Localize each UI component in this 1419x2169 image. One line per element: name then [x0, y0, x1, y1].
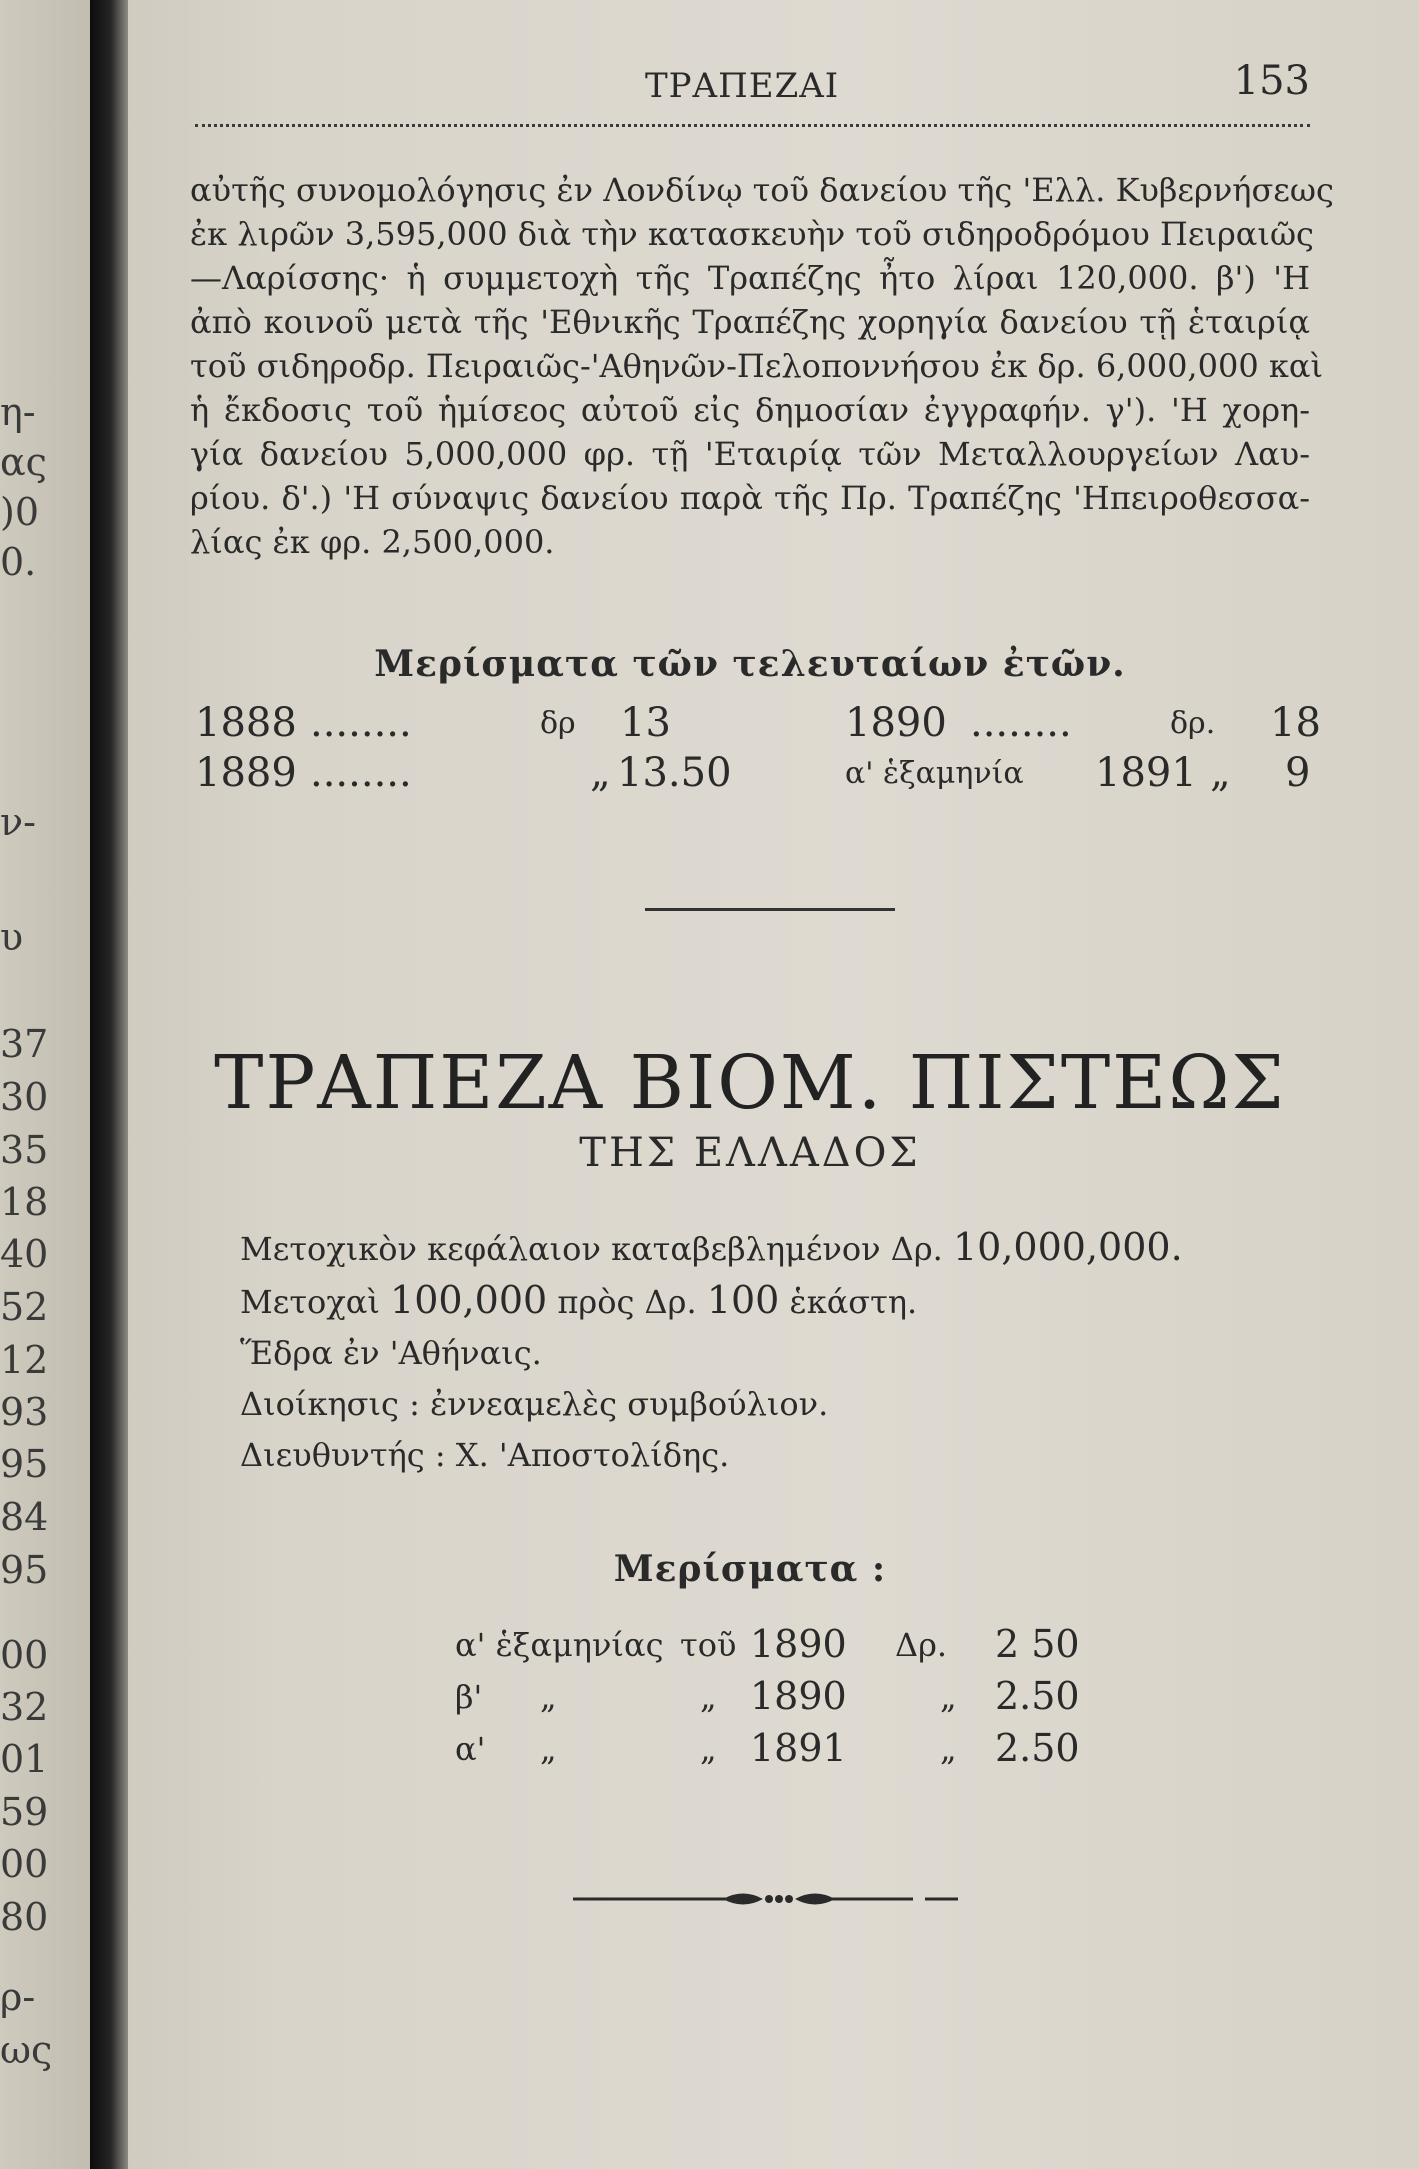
info-line-capital [240, 1222, 1300, 1275]
leader-dots: ........ [970, 700, 1072, 746]
margin-fragment: 18 [0, 1180, 49, 1224]
ditto-mark: „ [540, 1678, 557, 1716]
ditto-mark: „ [700, 1730, 717, 1768]
year: 1890 [750, 1674, 847, 1718]
currency-unit: δρ. [1170, 706, 1216, 741]
margin-fragment: 30 [0, 1075, 49, 1119]
ditto-mark: „ [700, 1678, 717, 1716]
period-label: β' [455, 1678, 483, 1716]
info-text: πρὸς Δρ. [557, 1283, 697, 1321]
margin-fragment: 95 [0, 1442, 49, 1486]
year: 1889 [195, 750, 297, 796]
ditto-mark: „ [940, 1678, 957, 1716]
info-number: 100 [706, 1278, 780, 1322]
section-divider [645, 908, 895, 911]
dividend-value: 2 50 [995, 1622, 1080, 1666]
info-text: Μετοχικὸν κεφάλαιον καταβεβλημένον Δρ. [240, 1230, 943, 1268]
dividend-value: 2.50 [995, 1726, 1080, 1770]
ditto-mark: „ [940, 1730, 957, 1768]
dividend-row [195, 750, 1310, 800]
year: 1890 [750, 1622, 847, 1666]
dividend-value: 13 [620, 700, 671, 746]
paragraph-line: γία δανείου 5,000,000 φρ. τῇ 'Εταιρίᾳ τῶν Μεταλλουργείων Λαυ- [190, 435, 1310, 473]
margin-fragment: ρ- [0, 1975, 36, 2019]
dividend-value: 13.50 [617, 750, 732, 796]
recent-dividends-table [195, 700, 1321, 800]
margin-fragment: 35 [0, 1128, 49, 1172]
leader-dots: ........ [310, 750, 412, 796]
year: 1888 [195, 700, 297, 746]
ditto-mark: „ [1210, 750, 1231, 796]
info-line-seat: Ἕδρα ἐν 'Αθήναις. [240, 1334, 542, 1372]
previous-page-edge [0, 0, 90, 2169]
dividend-value: 9 [1285, 750, 1311, 796]
margin-fragment: 00 [0, 1842, 49, 1886]
dividend-row [195, 700, 1321, 750]
period-label: α' ἑξαμηνία [845, 756, 1024, 791]
paragraph-line: ρίου. δ'.) 'Η σύναψις δανείου παρὰ τῆς Πρ. Τραπέζης 'Ηπειροθεσσα- [190, 479, 1310, 517]
dividend-row [455, 1674, 1175, 1730]
margin-fragment: 80 [0, 1895, 49, 1939]
margin-fragment: 37 [0, 1022, 49, 1066]
currency-unit: δρ [540, 706, 576, 741]
bank-info [240, 1222, 1300, 1481]
margin-fragment: 01 [0, 1737, 49, 1781]
margin-fragment: 52 [0, 1285, 49, 1329]
margin-fragment: 0. [0, 540, 37, 584]
period-label: α' ἑξαμηνίας [455, 1626, 664, 1664]
info-line-administration: Διοίκησις : ἐννεαμελὲς συμβούλιον. [240, 1385, 829, 1423]
info-line-director: Διευθυντής : Χ. 'Αποστολίδης. [240, 1436, 730, 1474]
margin-fragment: 12 [0, 1338, 49, 1382]
paragraph-line: —Λαρίσσης· ἡ συμμετοχὴ τῆς Τραπέζης ἦτο λίραι 120,000. β') 'Η [190, 259, 1310, 297]
margin-fragment: υ [0, 915, 24, 959]
margin-fragment: ν- [0, 800, 36, 844]
year: 1890 [845, 700, 947, 746]
margin-fragment: ως [0, 2028, 53, 2072]
dividend-row [455, 1622, 1175, 1678]
of-label: τοῦ [680, 1626, 737, 1664]
margin-fragment: 84 [0, 1495, 49, 1539]
running-head-title: ΤΡΑΠΕΖΑΙ [645, 66, 840, 106]
ornamental-rule [573, 1886, 973, 1912]
year: 1891 [750, 1726, 847, 1770]
info-number: 10,000,000. [953, 1225, 1183, 1269]
info-line-shares [240, 1275, 1300, 1328]
margin-fragment: 93 [0, 1390, 49, 1434]
bank-title: ΤΡΑΠΕΖΑ ΒΙΟΜ. ΠΙΣΤΕΩΣ [214, 1040, 1286, 1126]
bank-dividends-table [455, 1622, 1175, 1782]
margin-fragment: 40 [0, 1232, 49, 1276]
margin-fragment: 32 [0, 1685, 49, 1729]
info-number: 100,000 [390, 1278, 548, 1322]
currency-unit: Δρ. [895, 1626, 948, 1664]
paragraph-line: λίας ἐκ φρ. 2,500,000. [190, 523, 555, 561]
dividend-row [455, 1726, 1175, 1782]
margin-fragment: ας [0, 440, 47, 484]
ditto-mark: „ [540, 1730, 557, 1768]
book-spine-shadow [90, 0, 128, 2169]
dotted-rule [195, 124, 1310, 127]
paragraph-line: ἡ ἔκδοσις τοῦ ἡμίσεος αὐτοῦ εἰς δημοσίαν ἐγγραφήν. γ'). 'Η χορη- [190, 391, 1310, 429]
info-text: Μετοχαὶ [240, 1283, 380, 1321]
paragraph-line: αὐτῆς συνομολόγησις ἐν Λονδίνῳ τοῦ δανείου τῆς 'Ελλ. Κυβερνήσεως [190, 171, 1334, 209]
year: 1891 [1095, 750, 1197, 796]
dividend-value: 2.50 [995, 1674, 1080, 1718]
margin-fragment: )0 [0, 490, 40, 534]
leader-dots: ........ [310, 700, 412, 746]
margin-fragment: η- [0, 390, 36, 434]
ditto-mark: „ [590, 750, 611, 796]
paragraph-line: ἀπὸ κοινοῦ μετὰ τῆς 'Εθνικῆς Τραπέζης χορηγία δανείου τῇ ἑταιρίᾳ [190, 303, 1310, 341]
paragraph-line: τοῦ σιδηροδρ. Πειραιῶς-'Αθηνῶν-Πελοποννήσου ἐκ δρ. 6,000,000 καὶ [190, 347, 1323, 385]
page-number: 153 [1233, 58, 1310, 104]
bank-subtitle: ΤΗΣ ΕΛΛΑΔΟΣ [579, 1130, 921, 1176]
bank-dividends-heading: Μερίσματα : [613, 1548, 887, 1590]
info-text: ἑκάστη. [789, 1283, 918, 1321]
period-label: α' [455, 1730, 486, 1768]
intro-paragraph [190, 168, 1334, 564]
margin-fragment: 95 [0, 1548, 49, 1592]
running-head [195, 58, 1310, 118]
paragraph-line: ἐκ λιρῶν 3,595,000 διὰ τὴν κατασκευὴν τοῦ σιδηροδρόμου Πειραιῶς [190, 215, 1314, 253]
margin-fragment: 00 [0, 1633, 49, 1677]
dividend-value: 18 [1270, 700, 1321, 746]
recent-dividends-heading: Μερίσματα τῶν τελευταίων ἐτῶν. [374, 643, 1126, 685]
margin-fragment: 59 [0, 1790, 49, 1834]
